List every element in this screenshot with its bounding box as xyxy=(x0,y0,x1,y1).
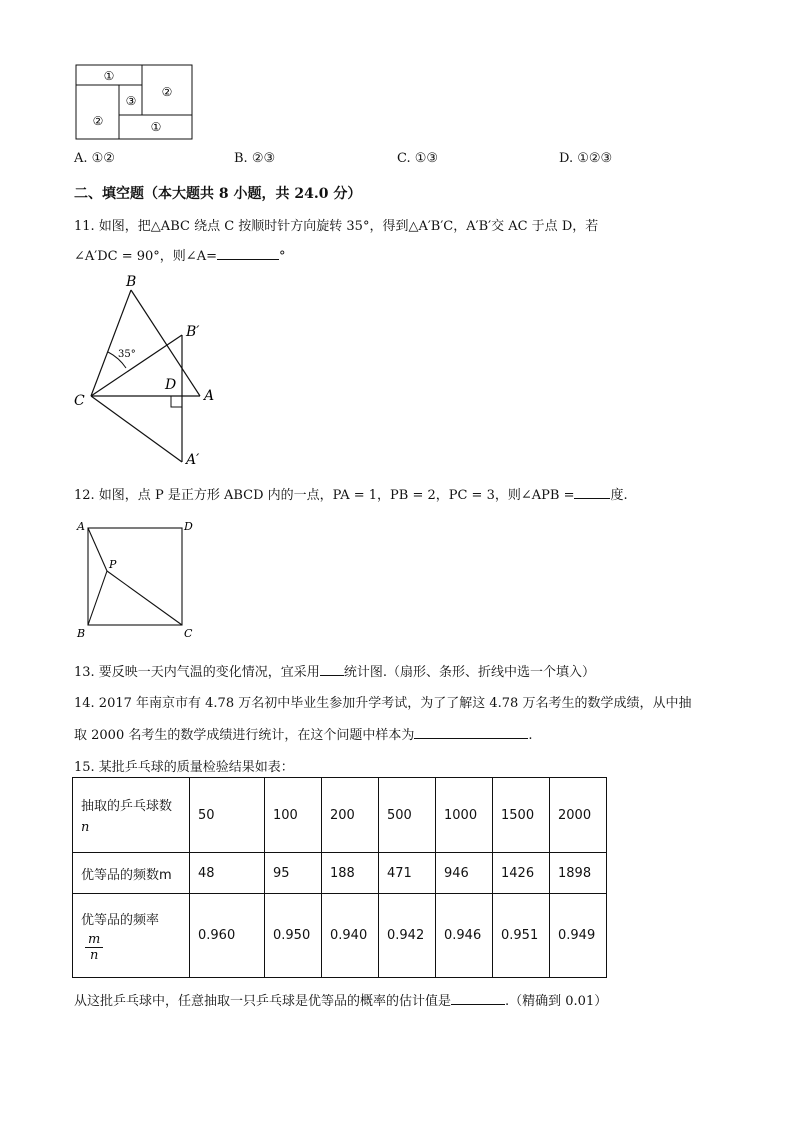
section-title: 二、填空题（本大题共 8 小题，共 24.0 分） xyxy=(74,186,362,202)
q11-answer-blank[interactable] xyxy=(217,247,279,260)
square-label-B: B xyxy=(77,627,86,640)
row-label-n-symbol: n xyxy=(81,820,90,835)
m-cell: 188 xyxy=(322,853,379,894)
q11-line2 xyxy=(74,245,285,264)
q15-precision: .（精确到 0.01） xyxy=(505,994,608,1009)
q15-intro: 15. 某批乒乓球的质量检验结果如表： xyxy=(74,760,294,775)
q14-line1: 14. 2017 年南京市有 4.78 万名初中毕业生参加升学考试，为了了解这 4.78 万名考生的数学成绩，从中抽 xyxy=(74,696,692,711)
q15-table xyxy=(72,777,607,978)
freq-cell: 0.949 xyxy=(550,894,607,978)
square-label-A: A xyxy=(77,520,85,533)
q12-answer-blank[interactable] xyxy=(574,486,610,499)
m-cell: 946 xyxy=(436,853,493,894)
q10-box-figure xyxy=(74,63,196,143)
fraction-denominator: n xyxy=(89,947,99,963)
label-Aprime: A′ xyxy=(186,452,200,468)
square-label-D: D xyxy=(184,520,193,533)
q15-answer-blank[interactable] xyxy=(451,992,505,1005)
freq-fraction xyxy=(85,932,103,963)
box-label-bottom-right: ① xyxy=(150,120,162,134)
table-row xyxy=(73,894,607,978)
label-D: D xyxy=(165,377,177,393)
freq-cell: 0.960 xyxy=(190,894,265,978)
q15-question-text: 从这批乒乓球中，任意抽取一只乒乓球是优等品的概率的估计值是 xyxy=(74,994,452,1009)
label-angle-35: 35° xyxy=(118,349,136,360)
freq-cell: 0.942 xyxy=(379,894,436,978)
q11-line1: 11. 如图，把△ABC 绕点 C 按顺时针方向旋转 35°，得到△A′B′C，A′B′交 AC 于点 D，若 xyxy=(74,219,599,234)
box-label-top-left: ① xyxy=(103,69,115,83)
q10-option-b: B. ②③ xyxy=(234,151,276,166)
m-cell: 1898 xyxy=(550,853,607,894)
row-label-n-text: 抽取的乒乓球数 xyxy=(81,799,173,814)
table-row xyxy=(73,778,607,853)
square-label-C: C xyxy=(184,627,193,640)
label-C: C xyxy=(74,393,85,409)
q12-unit: 度. xyxy=(610,488,628,503)
q13-text: 13. 要反映一天内气温的变化情况，宜采用 xyxy=(74,665,320,680)
q11-triangle-figure xyxy=(66,272,226,472)
n-cell: 500 xyxy=(379,778,436,853)
m-cell: 48 xyxy=(190,853,265,894)
n-cell: 1000 xyxy=(436,778,493,853)
table-row xyxy=(73,853,607,894)
box-label-left: ② xyxy=(92,114,104,128)
fraction-numerator: m xyxy=(85,932,103,948)
n-cell: 100 xyxy=(265,778,322,853)
box-label-center: ③ xyxy=(125,94,137,108)
freq-cell: 0.946 xyxy=(436,894,493,978)
q13-answer-blank[interactable] xyxy=(320,663,344,676)
q11-degree: ° xyxy=(278,249,286,264)
box-label-top-right: ② xyxy=(161,85,173,99)
row-label-m: 优等品的频数m xyxy=(73,853,190,894)
q12-square-figure xyxy=(74,516,198,644)
q10-option-d: D. ①②③ xyxy=(559,151,613,166)
n-cell: 1500 xyxy=(493,778,550,853)
q13-line xyxy=(74,661,595,680)
q14-answer-blank[interactable] xyxy=(414,726,528,739)
n-cell: 2000 xyxy=(550,778,607,853)
row-label-freq-text: 优等品的频率 xyxy=(81,912,160,928)
m-cell: 95 xyxy=(265,853,322,894)
q14-text: 取 2000 名考生的数学成绩进行统计，在这个问题中样本为 xyxy=(74,728,415,743)
q10-option-a: A. ①② xyxy=(74,151,115,166)
q14-line2 xyxy=(74,724,533,743)
freq-cell: 0.940 xyxy=(322,894,379,978)
q12-line xyxy=(74,484,628,503)
m-cell: 1426 xyxy=(493,853,550,894)
freq-cell: 0.951 xyxy=(493,894,550,978)
label-A: A xyxy=(204,388,215,404)
row-label-n xyxy=(73,778,190,853)
n-cell: 50 xyxy=(190,778,265,853)
row-label-freq xyxy=(73,894,190,978)
m-cell: 471 xyxy=(379,853,436,894)
freq-cell: 0.950 xyxy=(265,894,322,978)
label-B: B xyxy=(126,274,137,290)
q10-option-c: C. ①③ xyxy=(397,151,439,166)
square-label-P: P xyxy=(109,558,117,571)
q15-question xyxy=(74,990,607,1009)
q14-period: . xyxy=(528,728,533,743)
label-Bprime: B′ xyxy=(186,324,200,340)
n-cell: 200 xyxy=(322,778,379,853)
q12-text: 12. 如图，点 P 是正方形 ABCD 内的一点，PA = 1，PB = 2，PC = 3，则∠APB = xyxy=(74,488,575,503)
q13-text-tail: 统计图.（扇形、条形、折线中选一个填入） xyxy=(343,665,595,680)
q11-line2-text: ∠A′DC = 90°，则∠A= xyxy=(74,249,217,264)
